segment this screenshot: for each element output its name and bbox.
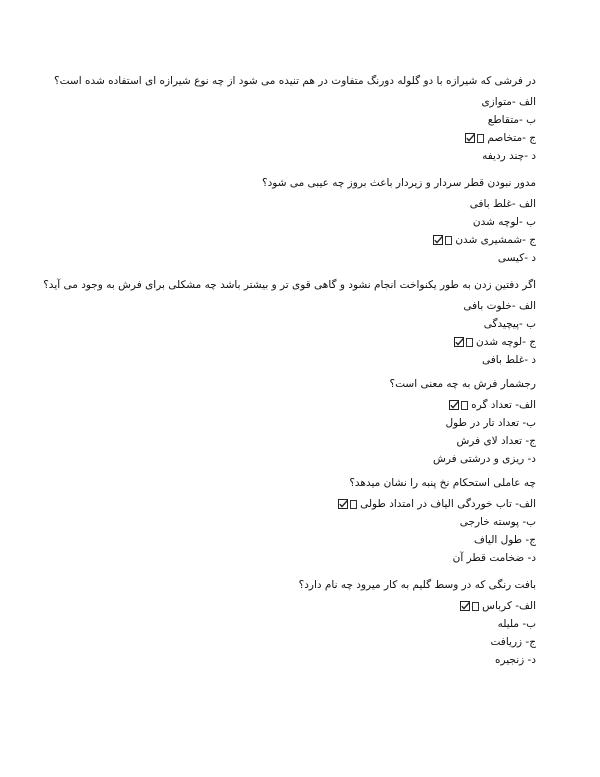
question-text: چه عاملی استحکام نخ پنبه را نشان میدهد؟ — [349, 477, 536, 489]
option-list — [43, 297, 536, 369]
option — [43, 297, 536, 315]
option-text: الف- کرباس — [482, 600, 536, 612]
empty-box-icon — [461, 401, 468, 410]
option-text: ج -شمشیری شدن — [455, 234, 536, 246]
option-text: ب -لوچه شدن — [472, 216, 536, 228]
answer-mark — [454, 337, 473, 347]
question-text: بافت رنگی که در وسط گلیم به کار میرود چه نام دارد؟ — [298, 579, 536, 591]
option-text: الف -متوازی — [481, 96, 536, 108]
option-text: د- زنجیره — [494, 654, 536, 666]
question-text: اگر دفتین زدن به طور یکنواخت انجام نشود و گاهی قوی تر و بیشتر باشد چه مشکلی برای فرش به وجود می آید؟ — [43, 279, 536, 291]
empty-box-icon — [466, 338, 473, 347]
checked-box-icon — [465, 133, 475, 143]
option-text: ج- تعداد لای فرش — [456, 435, 536, 447]
answer-mark — [338, 499, 357, 509]
question-1 — [54, 74, 536, 165]
option-list — [54, 93, 536, 165]
option-text: د- ریزی و درشتی فرش — [433, 453, 536, 465]
option — [338, 513, 536, 531]
question-4 — [390, 377, 536, 468]
answer-mark — [433, 235, 452, 245]
option-text: ب -پیچیدگی — [483, 318, 536, 330]
empty-box-icon — [445, 236, 452, 245]
option-correct — [299, 597, 536, 615]
option — [299, 615, 536, 633]
option-correct — [390, 396, 536, 414]
option — [54, 93, 536, 111]
option — [390, 414, 536, 432]
option-list — [299, 597, 536, 669]
option-text: ب- تعداد تار در طول — [445, 417, 536, 429]
question-text: در فرشی که شیرازه با دو گلوله دورنگ متفاوت در هم تنیده می شود از چه نوع شیرازه ای استفاده شده است؟ — [54, 75, 536, 87]
option — [262, 249, 536, 267]
checked-box-icon — [454, 337, 464, 347]
question-6 — [299, 578, 536, 669]
option-text: د- ضخامت قطر آن — [452, 552, 536, 564]
option-text: الف -غلط بافی — [469, 198, 536, 210]
option-correct — [338, 495, 536, 513]
option — [54, 111, 536, 129]
option-text: ج -لوچه شدن — [475, 336, 536, 348]
empty-box-icon — [472, 602, 479, 611]
option-correct — [43, 333, 536, 351]
option-text: د -چند ردیفه — [482, 150, 536, 162]
option-list — [338, 495, 536, 567]
checked-box-icon — [338, 499, 348, 509]
empty-box-icon — [477, 134, 484, 143]
option — [338, 549, 536, 567]
checked-box-icon — [433, 235, 443, 245]
empty-box-icon — [350, 500, 357, 509]
option — [262, 195, 536, 213]
question-text: رجشمار فرش به چه معنی است؟ — [389, 378, 536, 390]
option-text: الف- تعداد گره — [471, 399, 536, 411]
option — [299, 633, 536, 651]
option — [299, 651, 536, 669]
option-list — [262, 195, 536, 267]
option — [43, 351, 536, 369]
checked-box-icon — [449, 400, 459, 410]
question-text: مدور نبودن قطر سردار و زیردار باعث بروز چه عیبی می شود؟ — [262, 177, 536, 189]
option — [338, 531, 536, 549]
option-text: د -غلط بافی — [482, 354, 536, 366]
answer-mark — [449, 400, 468, 410]
option — [390, 432, 536, 450]
option-text: ج- طول الیاف — [473, 534, 536, 546]
option-text: ب- پوسته خارجی — [459, 516, 536, 528]
option-text: ج- زریافت — [490, 636, 536, 648]
question-2 — [262, 176, 536, 267]
option — [390, 450, 536, 468]
option-text: ب -متقاطع — [487, 114, 536, 126]
option-text: ج -متخاصم — [487, 132, 536, 144]
option-correct — [54, 129, 536, 147]
option-correct — [262, 231, 536, 249]
answer-mark — [465, 133, 484, 143]
option-list — [390, 396, 536, 468]
option — [54, 147, 536, 165]
question-5 — [338, 476, 536, 567]
option — [43, 315, 536, 333]
answer-mark — [460, 601, 479, 611]
option-text: د -کیسی — [497, 252, 536, 264]
question-3 — [43, 278, 536, 369]
checked-box-icon — [460, 601, 470, 611]
option — [262, 213, 536, 231]
option-text: الف- تاب خوردگی الیاف در امتداد طولی — [360, 498, 536, 510]
option-text: الف -خلوت بافی — [463, 300, 536, 312]
option-text: ب- ملیله — [497, 618, 536, 630]
